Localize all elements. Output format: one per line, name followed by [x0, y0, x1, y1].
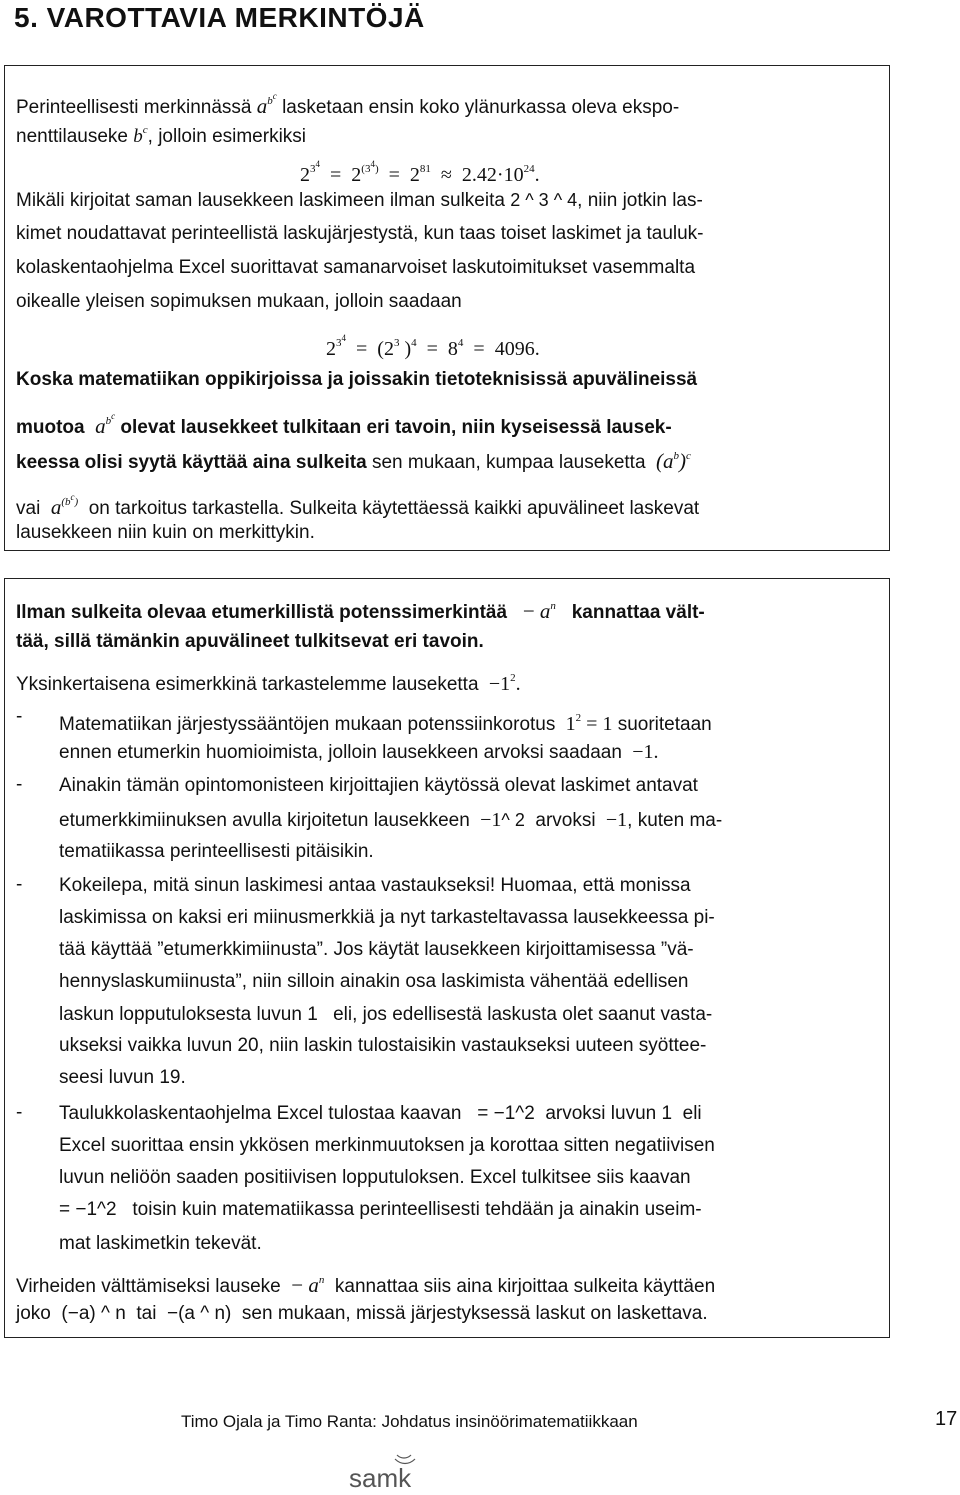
box1-line-11: keessa olisi syytä käyttää aina sulkeita sen mukaan, kumpaa lauseketta $(a^b)^c$ [16, 449, 691, 473]
bullet-dash-2: - [16, 774, 23, 795]
box2-line-1: Ilman sulkeita olevaa etumerkillistä potenssimerkintää − $a^n$ kannattaa vält- [16, 599, 705, 623]
box1-line-9: Koska matematiikan oppikirjoissa ja joissakin tietoteknisissä apuvälineissä [16, 369, 698, 390]
box1-line-10: muotoa $a^{b^c}$ olevat lausekkeet tulkitaan eri tavoin, niin kyseisessä lausek- [16, 411, 672, 438]
box1-line-4: Mikäli kirjoitat saman lausekkeen laskimeen ilman sulkeita 2 ^ 3 ^ 4, niin jotkin las- [16, 190, 703, 211]
item3-line-4: hennyslaskumiinusta”, niin silloin ainakin osa laskimista vähentää edellisen [59, 971, 689, 992]
page-number: 17 [935, 1408, 958, 1430]
box2-line-3: Yksinkertaisena esimerkkinä tarkastelemme lauseketta $-1^2$. [16, 672, 521, 695]
box1-line-13: lausekkeen niin kuin on merkittykin. [16, 522, 315, 543]
box1-line-1: Perinteellisesti merkinnässä $a^{b^c}$ lasketaan ensin koko ylänurkassa oleva ekspo- [16, 91, 680, 118]
item1-line-2: ennen etumerkin huomioimista, jolloin lausekkeen arvoksi saadaan −1. [59, 741, 659, 763]
bullet-dash-3: - [16, 874, 23, 895]
samk-logo-text: samk [349, 1463, 412, 1493]
box1-line-6: kolaskentaohjelma Excel suorittavat samanarvoiset laskutoimitukset vasemmalta [16, 257, 696, 278]
footer-text: Timo Ojala ja Timo Ranta: Johdatus insinöörimatematiikkaan [181, 1412, 638, 1431]
bullet-dash-1: - [16, 706, 23, 727]
equation-power-tower: $2^{3^4} = 2^{(3^4)} = 2^{81} \approx 2.42\cdot 10^{24}$. [300, 159, 540, 186]
item4-line-4: = −1^2 toisin kuin matematiikassa perinteellisesti tehdään ja ainakin useim- [59, 1199, 702, 1220]
item3-line-5: laskun lopputuloksesta luvun 1 eli, jos edellisestä laskusta olet saanut vasta- [59, 1004, 713, 1025]
item3-line-7: seesi luvun 19. [59, 1067, 186, 1088]
item3-line-3: tää käyttää ”etumerkkimiinusta”. Jos käytät lausekkeen kirjoittamisessa ”vä- [59, 939, 694, 960]
item3-line-1: Kokeilepa, mitä sinun laskimesi antaa vastaukseksi! Huomaa, että monissa [59, 875, 691, 896]
item2-line-1: Ainakin tämän opintomonisteen kirjoittajien käytössä olevat laskimet antavat [59, 775, 698, 796]
page-heading: 5. VAROTTAVIA MERKINTÖJÄ [14, 2, 425, 33]
item2-line-2: etumerkkimiinuksen avulla kirjoitetun lausekkeen −1^ 2 arvoksi −1, kuten ma- [59, 809, 723, 831]
item4-line-5: mat laskimetkin tekevät. [59, 1233, 262, 1254]
box1-line-12: vai $a^{(b^c)}$ on tarkoitus tarkastella. Sulkeita käytettäessä kaikki apuvälineet laskevat [16, 492, 700, 519]
box1-line-2: nenttilauseke $b^c$, jolloin esimerkiksi [16, 124, 307, 147]
box2-line-end-1: Virheiden välttämiseksi lauseke − $a^n$ kannattaa siis aina kirjoittaa sulkeita käyttäen [16, 1273, 716, 1297]
item4-line-3: luvun neliöön saaden positiivisen lopputuloksen. Excel tulkitsee siis kaavan [59, 1167, 691, 1188]
item1-line-1: Matematiikan järjestyssääntöjen mukaan potenssiinkorotus $1^2 = 1$ suoritetaan [59, 712, 712, 735]
equation-left-to-right: $2^{3^4} = (2^3$ )$^4 = 8^4 = 4096$. [326, 333, 540, 360]
item4-line-1: Taulukkolaskentaohjelma Excel tulostaa kaavan = −1^2 arvoksi luvun 1 eli [59, 1103, 702, 1124]
item4-line-2: Excel suorittaa ensin ykkösen merkinmuutoksen ja korottaa sitten negatiivisen [59, 1135, 715, 1156]
box2-line-end-2: joko (−a) ^ n tai −(a ^ n) sen mukaan, missä järjestyksessä laskut on laskettava. [16, 1303, 708, 1324]
item3-line-2: laskimissa on kaksi eri miinusmerkkiä ja nyt tarkasteltavassa lausekkeessa pi- [59, 907, 715, 928]
bullet-dash-4: - [16, 1102, 23, 1123]
box1-line-5: kimet noudattavat perinteellistä laskujärjestystä, kun taas toiset laskimet ja tauluk- [16, 223, 704, 244]
box2-line-2: tää, sillä tämänkin apuvälineet tulkitsevat eri tavoin. [16, 631, 484, 652]
box1-line-7: oikealle yleisen sopimuksen mukaan, jolloin saadaan [16, 291, 462, 312]
item3-line-6: ukseksi vaikka luvun 20, niin laskin tulostaisikin vastaukseksi uuteen syöttee- [59, 1035, 707, 1056]
item2-line-3: tematiikassa perinteellisesti pitäisikin. [59, 841, 374, 862]
samk-logo [345, 1453, 465, 1493]
